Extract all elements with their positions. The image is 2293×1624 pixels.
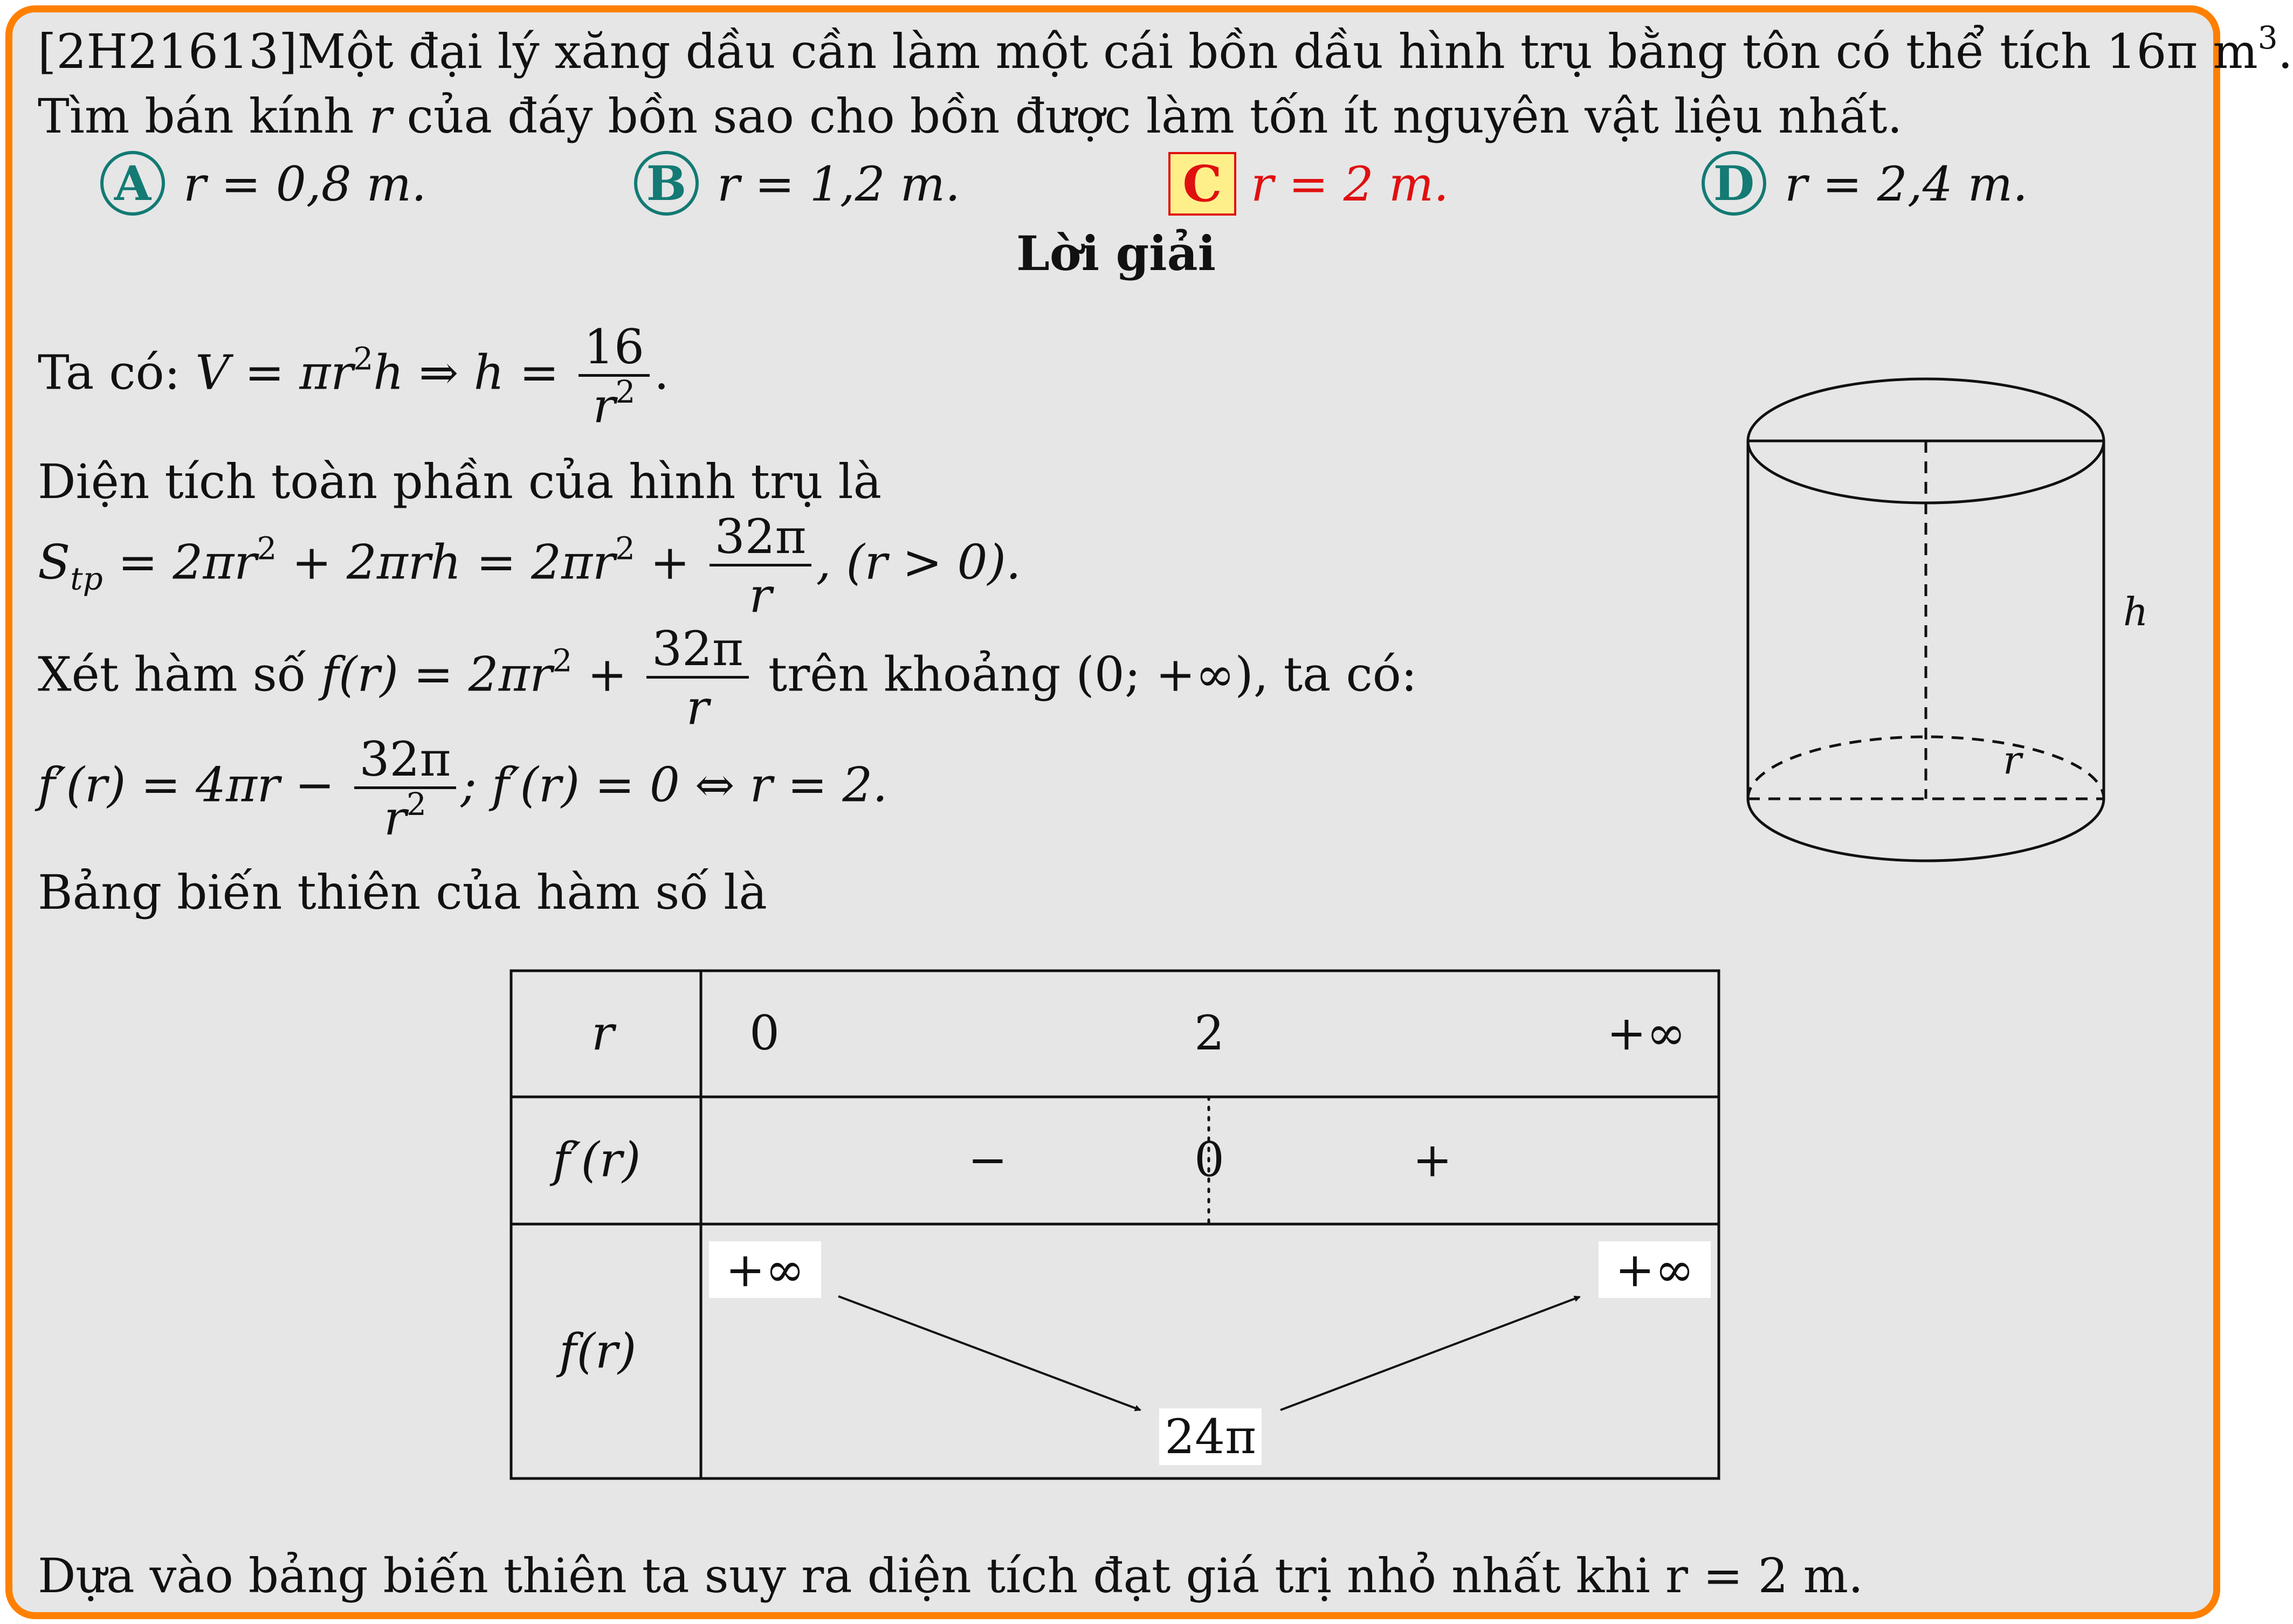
l4-num: 32π bbox=[646, 625, 749, 679]
l1-height: h ⇒ h = bbox=[373, 344, 574, 400]
l4-a: Xét hàm số bbox=[38, 646, 321, 702]
problem-line-2 bbox=[38, 88, 1903, 144]
r-label: r bbox=[2003, 737, 2022, 783]
choice-a-marker[interactable]: A bbox=[100, 151, 165, 216]
problem-text-2b: của đáy bồn sao cho bồn được làm tốn ít nguyên vật liệu nhất. bbox=[391, 88, 1903, 144]
cylinder-figure bbox=[1736, 372, 2149, 868]
choice-d-text[interactable]: r = 2,4 m. bbox=[1785, 156, 2028, 212]
l3-e: , (r > 0). bbox=[816, 534, 1021, 590]
l1-volume: V = πr bbox=[195, 344, 354, 400]
problem-code: [2H21613] bbox=[38, 24, 298, 79]
table-row-r-label: r bbox=[591, 1005, 615, 1061]
choice-b-text[interactable]: r = 1,2 m. bbox=[717, 156, 961, 212]
l3-num: 32π bbox=[710, 513, 812, 566]
solution-line-5 bbox=[38, 731, 888, 846]
solution-heading: Lời giải bbox=[1016, 225, 1216, 281]
l1-den: r bbox=[593, 378, 616, 433]
l4-exp: 2 bbox=[552, 642, 573, 679]
l3-b: = 2πr bbox=[102, 534, 257, 590]
choice-d-marker[interactable]: D bbox=[1702, 151, 1766, 216]
l4-den: r bbox=[686, 680, 709, 735]
table-row-f-label: f(r) bbox=[559, 1323, 637, 1379]
choice-a-text[interactable]: r = 0,8 m. bbox=[183, 156, 427, 212]
solution-line-1 bbox=[38, 319, 669, 433]
l1-num: 16 bbox=[579, 323, 650, 377]
solution-line-4 bbox=[38, 621, 1417, 735]
l3-c: + 2πrh = 2πr bbox=[277, 534, 616, 590]
choice-c-marker-correct[interactable]: C bbox=[1168, 152, 1236, 216]
l1-prefix: Ta có: bbox=[38, 344, 196, 400]
variation-table-grid bbox=[509, 969, 1723, 1481]
l4-d: trên khoảng (0; +∞), ta có: bbox=[753, 646, 1417, 702]
l5-num: 32π bbox=[354, 736, 457, 789]
l1-fraction bbox=[579, 319, 650, 433]
l5-a: f′(r) = 4πr − bbox=[38, 757, 350, 813]
l3-sub: tp bbox=[70, 560, 103, 597]
l4-fraction bbox=[646, 621, 749, 735]
f-right-value: +∞ bbox=[1599, 1241, 1711, 1298]
l4-b: f(r) = 2πr bbox=[321, 646, 553, 702]
l3-s: S bbox=[38, 534, 71, 590]
l1-den-exp: 2 bbox=[615, 374, 636, 411]
x-value-2: 2 bbox=[1194, 1005, 1224, 1061]
solution-line-6: Bảng biến thiên của hàm số là bbox=[38, 865, 767, 920]
x-value-inf: +∞ bbox=[1607, 1005, 1686, 1061]
l3-exp2: 2 bbox=[615, 530, 635, 567]
problem-period: . bbox=[2277, 24, 2293, 79]
f-min-value: 24π bbox=[1159, 1408, 1262, 1465]
table-row-fprime-label: f′(r) bbox=[553, 1132, 641, 1187]
increasing-arrow bbox=[1280, 1297, 1580, 1410]
x-value-0: 0 bbox=[749, 1005, 780, 1061]
h-label: h bbox=[2123, 589, 2149, 634]
l1-end: . bbox=[653, 344, 669, 400]
l5-den: r bbox=[383, 790, 407, 846]
l5-den-exp: 2 bbox=[407, 786, 426, 823]
conclusion: Dựa vào bảng biến thiên ta suy ra diện tích đạt giá trị nhỏ nhất khi r = 2 m. bbox=[38, 1548, 1863, 1604]
l4-c: + bbox=[572, 646, 643, 702]
sign-zero: 0 bbox=[1194, 1132, 1224, 1187]
problem-line-1 bbox=[38, 19, 2293, 79]
l3-exp1: 2 bbox=[257, 530, 277, 567]
problem-text-2a: Tìm bán kính bbox=[38, 88, 369, 144]
problem-text-1: Một đại lý xăng dầu cần làm một cái bồn dầu hình trụ bằng tôn có thể tích 16π m bbox=[297, 24, 2258, 79]
sign-positive: + bbox=[1413, 1132, 1452, 1187]
decreasing-arrow bbox=[838, 1296, 1140, 1410]
solution-line-2: Diện tích toàn phần của hình trụ là bbox=[38, 454, 882, 509]
solution-line-3 bbox=[38, 509, 1021, 623]
l3-fraction bbox=[710, 509, 812, 623]
sign-negative: − bbox=[968, 1132, 1008, 1187]
l5-b: ; f′(r) = 0 ⇔ r = 2. bbox=[460, 757, 888, 813]
l5-fraction bbox=[354, 731, 457, 846]
l3-d: + bbox=[635, 534, 705, 590]
cylinder-bottom-front bbox=[1748, 799, 2104, 861]
choice-c-text[interactable]: r = 2 m. bbox=[1251, 156, 1449, 212]
l3-den: r bbox=[749, 568, 772, 623]
f-left-value: +∞ bbox=[709, 1241, 821, 1298]
l1-exp: 2 bbox=[353, 340, 374, 377]
problem-variable: r bbox=[369, 88, 392, 144]
choice-b-marker[interactable]: B bbox=[634, 151, 699, 216]
problem-exponent: 3 bbox=[2257, 19, 2278, 57]
